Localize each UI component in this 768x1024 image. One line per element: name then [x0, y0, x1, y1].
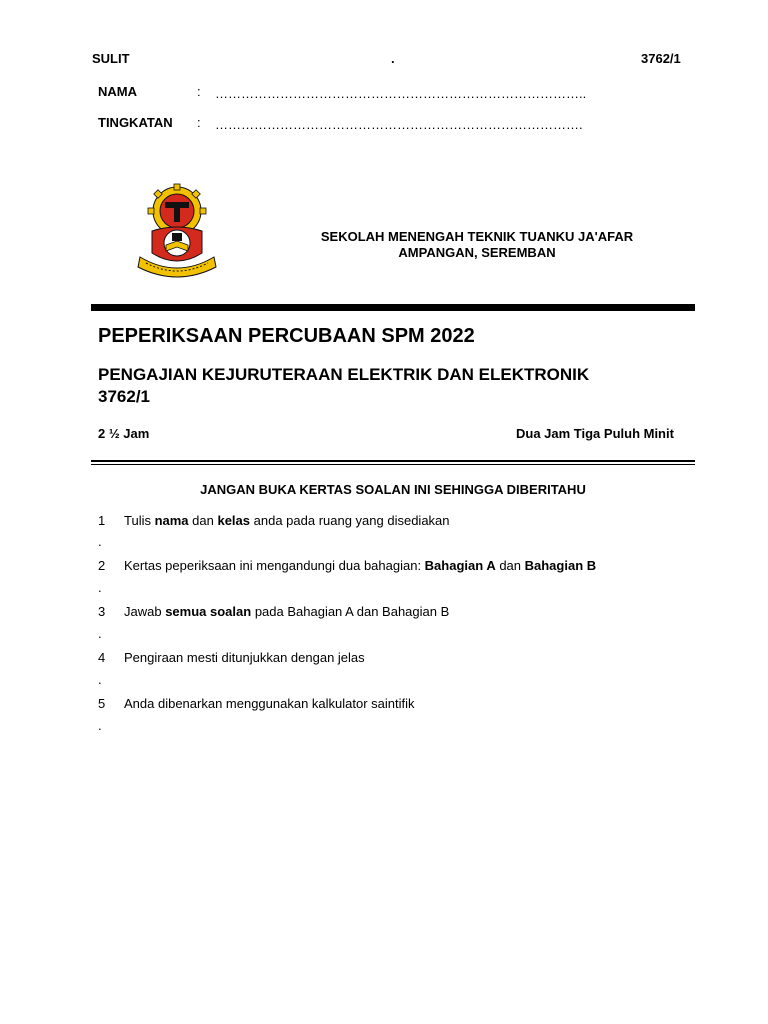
divider-double-top — [91, 460, 695, 462]
tingkatan-colon: : — [197, 115, 201, 130]
instruction-part: Jawab — [124, 604, 166, 619]
nama-field[interactable]: ………………………………………………………………………….. — [215, 86, 587, 101]
instruction-part: dan — [188, 513, 218, 528]
subject-code: 3762/1 — [98, 387, 150, 406]
header-dot: . — [391, 51, 395, 66]
duration-long: Dua Jam Tiga Puluh Minit — [516, 426, 674, 441]
instruction-text — [124, 558, 596, 573]
instruction-part-bold: semua soalan — [165, 604, 252, 619]
school-name-block — [294, 229, 660, 261]
instruction-text — [124, 650, 365, 665]
instruction-part: Pengiraan mesti ditunjukkan dengan jelas — [124, 650, 365, 665]
school-name-line2: AMPANGAN, SEREMBAN — [398, 245, 556, 260]
warning-text: JANGAN BUKA KERTAS SOALAN INI SEHINGGA DIBERITAHU — [200, 482, 586, 497]
instruction-dot: . — [98, 672, 102, 687]
instruction-part: Anda dibenarkan menggunakan kalkulator saintifik — [124, 696, 415, 711]
sulit-label: SULIT — [92, 51, 130, 66]
school-crest-icon — [134, 183, 220, 283]
instruction-dot: . — [98, 580, 102, 595]
nama-colon: : — [197, 84, 201, 99]
tingkatan-label: TINGKATAN — [98, 115, 173, 130]
subject-name: PENGAJIAN KEJURUTERAAN ELEKTRIK DAN ELEKTRONIK — [98, 365, 590, 384]
instruction-part: dan — [495, 558, 525, 573]
paper-code: 3762/1 — [641, 51, 681, 66]
instruction-part: Tulis — [124, 513, 155, 528]
instruction-part-bold: kelas — [217, 513, 251, 528]
subject-title — [98, 364, 678, 408]
instruction-dot: . — [98, 626, 102, 641]
instruction-text — [124, 696, 415, 711]
exam-title: PEPERIKSAAN PERCUBAAN SPM 2022 — [98, 325, 475, 347]
instruction-dot: . — [98, 534, 102, 549]
divider-double-bottom — [91, 464, 695, 465]
instruction-number: 1 — [98, 513, 106, 528]
duration-short: 2 ½ Jam — [98, 426, 150, 441]
tingkatan-field[interactable]: …………………………………………………………………………. — [215, 117, 583, 132]
instruction-text — [124, 513, 450, 528]
instruction-number: 2 — [98, 558, 106, 573]
instruction-number: 4 — [98, 650, 106, 665]
instruction-part-bold: Bahagian B — [524, 558, 597, 573]
instruction-part: anda pada ruang yang disediakan — [250, 513, 450, 528]
instruction-part-bold: nama — [154, 513, 189, 528]
instruction-text — [124, 604, 449, 619]
instruction-part-bold: Bahagian A — [424, 558, 496, 573]
school-name-line1: SEKOLAH MENENGAH TEKNIK TUANKU JA'AFAR — [320, 229, 634, 244]
divider-thick — [91, 304, 695, 311]
instruction-number: 3 — [98, 604, 106, 619]
instruction-part: Kertas peperiksaan ini mengandungi dua bahagian: — [124, 558, 425, 573]
nama-label: NAMA — [98, 84, 137, 99]
instruction-dot: . — [98, 718, 102, 733]
instruction-number: 5 — [98, 696, 106, 711]
instruction-part: pada Bahagian A dan Bahagian B — [251, 604, 450, 619]
